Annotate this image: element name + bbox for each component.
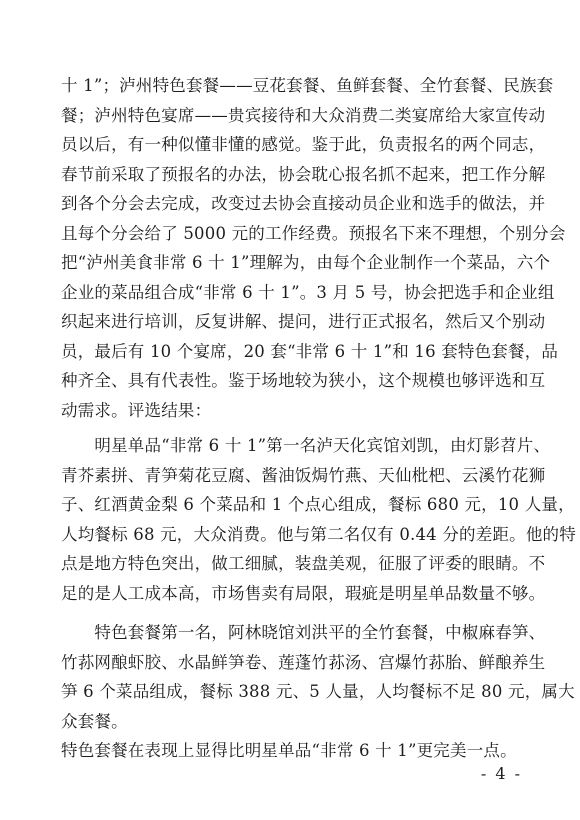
text-line: 种齐全、具有代表性。鉴于场地较为狭小，这个规模也够评选和互 (61, 371, 546, 390)
page-number: - 4 - (480, 764, 522, 783)
text-line: 足的是人工成本高，市场售卖有局限，瑕疵是明星单品数量不够。 (61, 583, 546, 603)
text-line: 把“泸州美食非常 6 十 1”理解为，由每个企业制作一个菜品，六个 (61, 253, 551, 272)
text-line: 人均餐标 68 元，大众消费。他与第二名仅有 0.44 分的差距。他的特 (61, 524, 576, 544)
text-line: 子、红酒黄金梨 6 个菜品和 1 个点心组成，餐标 680 元，10 人量， (61, 495, 575, 514)
text-line: 且每个分会给了 5000 元的工作经费。预报名下来不理想，个别分会 (61, 223, 566, 243)
paragraph-first-line: 特色套餐第一名，阿林晓馆刘洪平的全竹套餐，中椒麻春笋、 (61, 623, 546, 642)
text-line: 青芥素拼、青笋菊花豆腐、酱油饭焗竹燕、天仙枇杷、云溪竹花狮 (61, 465, 546, 485)
text-line: 员以后，有一种似懂非懂的感觉。鉴于此，负责报名的两个同志， (61, 135, 546, 154)
text-line: 织起来进行培训，反复讲解、提问，进行正式报名，然后又个别动 (61, 312, 546, 331)
text-line: 十 1”；泸州特色套餐——豆花套餐、鱼鲜套餐、全竹套餐、民族套 (61, 76, 554, 95)
text-line: 企业的菜品组合成“非常 6 十 1”。3 月 5 号，协会把选手和企业组 (61, 282, 555, 302)
text-line: 特色套餐在表现上显得比明星单品“非常 6 十 1”更完美一点。 (61, 741, 517, 760)
paragraph-first-line: 明星单品“非常 6 十 1”第一名泸天化宾馆刘凯，由灯影苕片、 (61, 436, 551, 455)
body-text (61, 71, 576, 766)
text-line: 众套餐。 (61, 711, 128, 731)
text-line: 到各个分会去完成，改变过去协会直接动员企业和选手的做法，并 (61, 194, 546, 213)
text-line: 笋 6 个菜品组成，餐标 388 元、5 人量，人均餐标不足 80 元，属大 (61, 682, 575, 701)
text-line: 春节前采取了预报名的办法，协会耽心报名抓不起来，把工作分解 (61, 164, 546, 184)
text-line: 点是地方特色突出，做工细腻，装盘美观，征服了评委的眼睛。不 (61, 554, 546, 573)
text-line: 员，最后有 10 个宴席，20 套“非常 6 十 1”和 16 套特色套餐，品 (61, 341, 559, 361)
text-line: 餐；泸州特色宴席——贵宾接待和大众消费二类宴席给大家宣传动 (61, 105, 546, 125)
text-line: 动需求。评选结果： (61, 400, 212, 420)
text-line: 竹荪网酿虾胶、水晶鲜笋卷、莲蓬竹荪汤、宫爆竹荪胎、鲜酿养生 (61, 652, 546, 672)
